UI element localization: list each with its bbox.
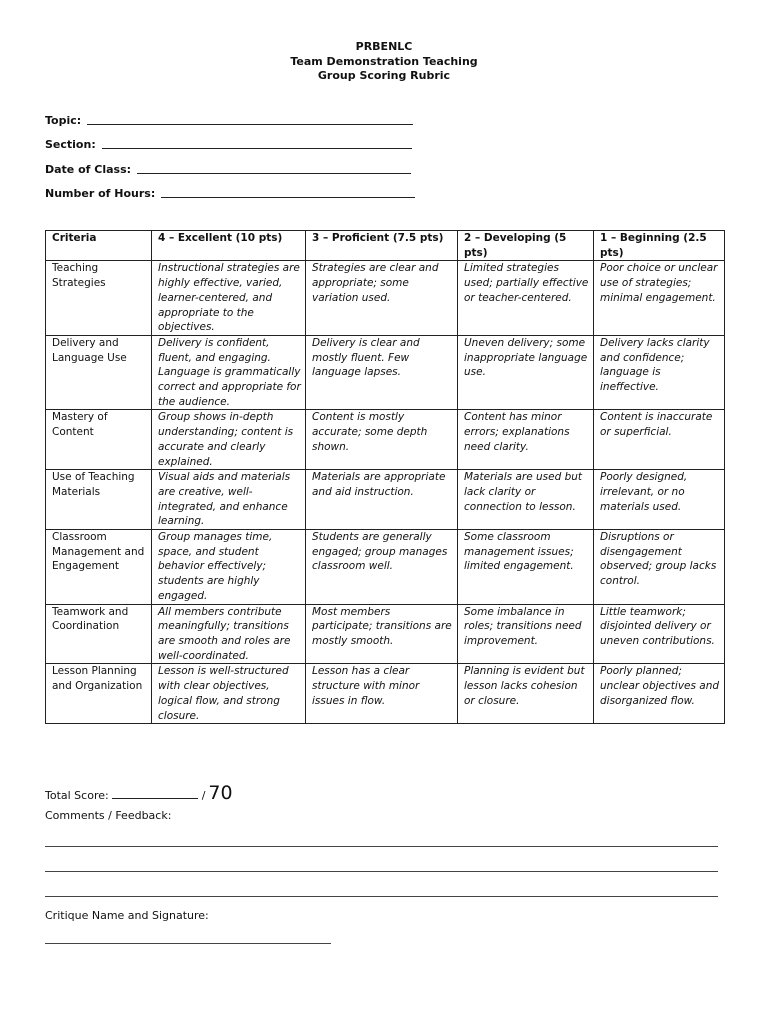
rubric-header-row <box>46 231 725 261</box>
developing-cell: Some imbalance in roles; transitions need improvement. <box>458 604 594 664</box>
date-blank-line[interactable] <box>137 173 411 174</box>
comment-line[interactable] <box>45 872 718 897</box>
header-criteria: Criteria <box>46 231 152 261</box>
signature-line[interactable] <box>45 922 331 944</box>
developing-cell: Materials are used but lack clarity or connection to lesson. <box>458 470 594 530</box>
signature-label: Critique Name and Signature: <box>45 909 209 922</box>
comment-line[interactable] <box>45 822 718 847</box>
table-row <box>46 470 725 530</box>
section-label: Section: <box>45 138 100 152</box>
criterion-name: Classroom Management and Engagement <box>46 530 152 605</box>
proficient-cell: Materials are appropriate and aid instruction. <box>306 470 458 530</box>
max-score: 70 <box>208 782 233 804</box>
date-field[interactable] <box>45 157 415 182</box>
comment-line[interactable] <box>45 847 718 872</box>
proficient-cell: Students are generally engaged; group manages classroom well. <box>306 530 458 605</box>
beginning-cell: Poorly designed, irrelevant, or no materials used. <box>594 470 725 530</box>
table-row <box>46 410 725 470</box>
document-footer <box>45 782 721 944</box>
developing-cell: Limited strategies used; partially effective or teacher-centered. <box>458 261 594 336</box>
topic-blank-line[interactable] <box>87 124 413 125</box>
topic-field[interactable] <box>45 108 415 133</box>
header-proficient: 3 – Proficient (7.5 pts) <box>306 231 458 261</box>
developing-cell: Some classroom management issues; limited engagement. <box>458 530 594 605</box>
criterion-name: Use of Teaching Materials <box>46 470 152 530</box>
header-beginning: 1 – Beginning (2.5 pts) <box>594 231 725 261</box>
comments-label: Comments / Feedback: <box>45 809 172 822</box>
developing-cell: Content has minor errors; explanations need clarity. <box>458 410 594 470</box>
topic-label: Topic: <box>45 113 85 127</box>
proficient-cell: Most members participate; transitions are mostly smooth. <box>306 604 458 664</box>
table-row <box>46 530 725 605</box>
developing-cell: Planning is evident but lesson lacks cohesion or closure. <box>458 664 594 724</box>
table-row <box>46 261 725 336</box>
table-row <box>46 335 725 410</box>
excellent-cell: Group shows in-depth understanding; content is accurate and clearly explained. <box>152 410 306 470</box>
info-fields <box>45 108 415 206</box>
hours-field[interactable] <box>45 182 415 207</box>
proficient-cell: Lesson has a clear structure with minor issues in flow. <box>306 664 458 724</box>
beginning-cell: Poorly planned; unclear objectives and disorganized flow. <box>594 664 725 724</box>
score-slash: / <box>201 789 206 802</box>
excellent-cell: Visual aids and materials are creative, well-integrated, and enhance learning. <box>152 470 306 530</box>
total-score-label: Total Score: <box>45 789 109 802</box>
score-blank-line[interactable] <box>112 798 198 799</box>
developing-cell: Uneven delivery; some inappropriate language use. <box>458 335 594 410</box>
header-developing: 2 – Developing (5 pts) <box>458 231 594 261</box>
proficient-cell: Strategies are clear and appropriate; some variation used. <box>306 261 458 336</box>
excellent-cell: All members contribute meaningfully; transitions are smooth and roles are well-coordinated. <box>152 604 306 664</box>
section-blank-line[interactable] <box>102 148 412 149</box>
excellent-cell: Instructional strategies are highly effective, varied, learner-centered, and appropriate to the objectives. <box>152 261 306 336</box>
criterion-name: Teamwork and Coordination <box>46 604 152 664</box>
doc-title: Team Demonstration Teaching <box>290 54 478 68</box>
criterion-name: Delivery and Language Use <box>46 335 152 410</box>
beginning-cell: Poor choice or unclear use of strategies; minimal engagement. <box>594 261 725 336</box>
criterion-name: Mastery of Content <box>46 410 152 470</box>
excellent-cell: Lesson is well-structured with clear objectives, logical flow, and strong closure. <box>152 664 306 724</box>
total-score <box>45 782 721 810</box>
criterion-name: Teaching Strategies <box>46 261 152 336</box>
table-row <box>46 604 725 664</box>
header-excellent: 4 – Excellent (10 pts) <box>152 231 306 261</box>
hours-label: Number of Hours: <box>45 187 160 201</box>
org-title: PRBENLC <box>355 40 413 53</box>
excellent-cell: Delivery is confident, fluent, and engaging. Language is grammatically correct and appropriate for the audience. <box>152 335 306 410</box>
beginning-cell: Disruptions or disengagement observed; group lacks control. <box>594 530 725 605</box>
date-label: Date of Class: <box>45 162 135 176</box>
section-field[interactable] <box>45 133 415 158</box>
proficient-cell: Content is mostly accurate; some depth shown. <box>306 410 458 470</box>
document-header <box>0 40 768 84</box>
hours-blank-line[interactable] <box>161 197 415 198</box>
criterion-name: Lesson Planning and Organization <box>46 664 152 724</box>
table-row <box>46 664 725 724</box>
rubric-table <box>45 230 725 724</box>
excellent-cell: Group manages time, space, and student behavior effectively; students are highly engaged. <box>152 530 306 605</box>
proficient-cell: Delivery is clear and mostly fluent. Few language lapses. <box>306 335 458 410</box>
beginning-cell: Content is inaccurate or superficial. <box>594 410 725 470</box>
beginning-cell: Delivery lacks clarity and confidence; language is ineffective. <box>594 335 725 410</box>
beginning-cell: Little teamwork; disjointed delivery or uneven contributions. <box>594 604 725 664</box>
doc-subtitle: Group Scoring Rubric <box>317 69 451 82</box>
